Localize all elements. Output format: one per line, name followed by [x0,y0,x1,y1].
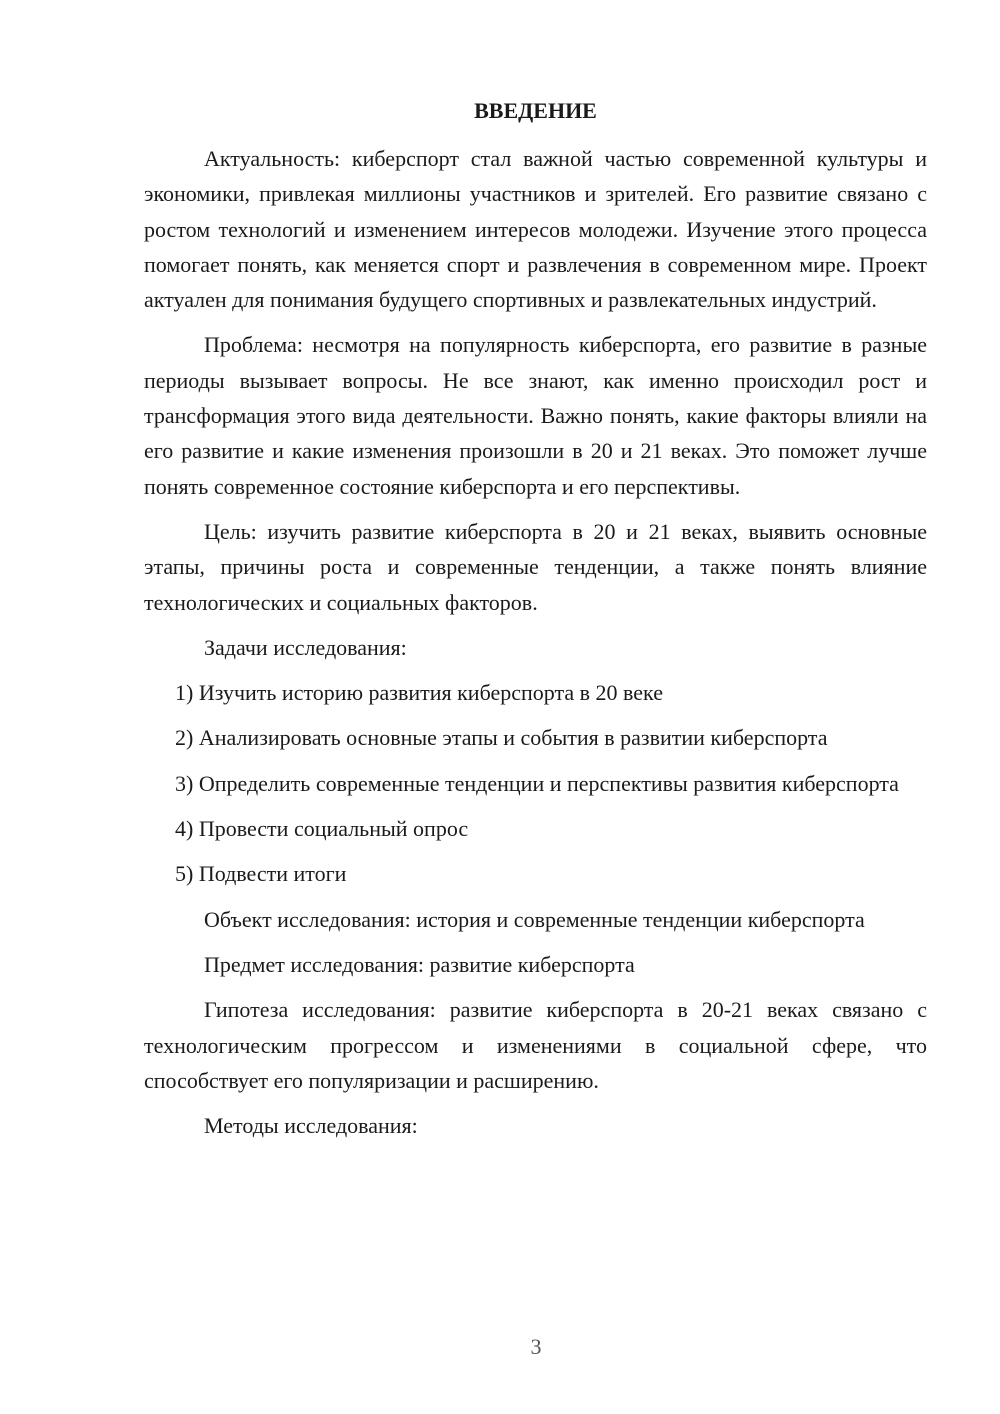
task-item: 4) Провести социальный опрос [175,816,469,842]
task-item: 3) Определить современные тенденции и перспективы развития киберспорта [175,770,899,796]
relevance-paragraph: Актуальность: киберспорт стал важной частью современной культуры и экономики, привлекая миллионы участников и зрителей. Его развитие связано с ростом технологий и изменением интересов молодежи. Изучение этого процесса помогает понять, как меняется спорт и развлечения в современном мире. Проект актуален для понимания будущего спортивных и развлекательных индустрий. [144,146,927,313]
section-title: ВВЕДЕНИЕ [474,98,597,123]
object-paragraph: Объект исследования: история и современные тенденции киберспорта [204,906,865,932]
document-body [144,94,927,1153]
goal-paragraph: Цель: изучить развитие киберспорта в 20 и 21 веках, выявить основные этапы, причины роста и современные тенденции, а также понять влияние технологических и социальных факторов. [144,518,927,615]
tasks-heading: Задачи исследования: [204,634,407,660]
hypothesis-paragraph: Гипотеза исследования: развитие киберспорта в 20-21 веках связано с технологическим прогрессом и изменениями в социальной сфере, что способствует его популяризации и расширению. [144,997,927,1093]
subject-paragraph: Предмет исследования: развитие киберспорта [204,951,635,977]
problem-paragraph: Проблема: несмотря на популярность киберспорта, его развитие в разные периоды вызывает вопросы. Не все знают, как именно происходил рост и трансформация этого вида деятельности. Важно понять, какие факторы влияли на его развитие и какие изменения произошли в 20 и 21 веках. Это поможет лучше понять современное состояние киберспорта и его перспективы. [144,332,927,499]
methods-heading: Методы исследования: [204,1113,418,1139]
tasks-list [144,675,927,891]
page-number: 3 [530,1334,542,1359]
task-item: 2) Анализировать основные этапы и события в развитии киберспорта [175,725,828,751]
task-item: 5) Подвести итоги [175,861,347,887]
task-item: 1) Изучить историю развития киберспорта в 20 веке [175,680,663,706]
